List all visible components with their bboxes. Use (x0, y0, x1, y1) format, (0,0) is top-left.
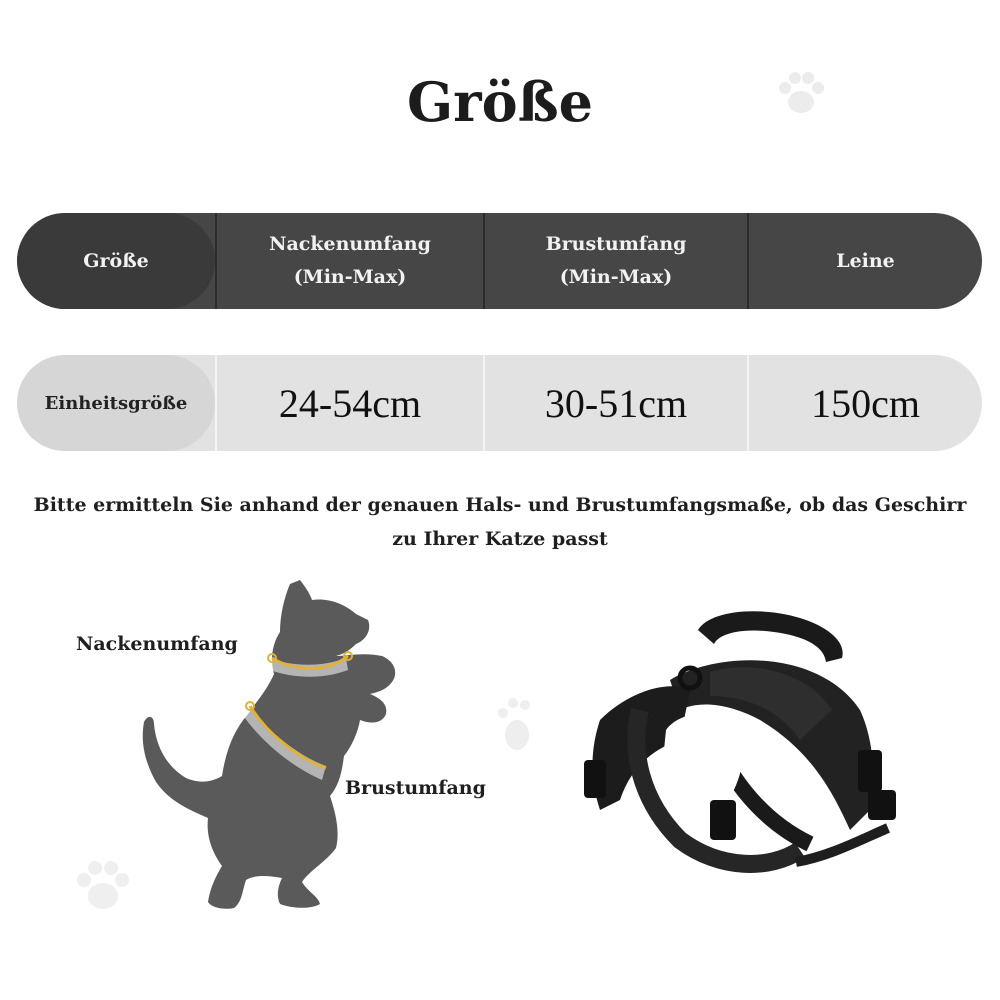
neck-label: Nackenumfang (76, 633, 238, 655)
value-size: Einheitsgröße (17, 355, 215, 451)
value-chest: 30-51cm (483, 355, 747, 451)
header-chest: Brustumfang (Min-Max) (483, 213, 747, 309)
harness-product (570, 600, 910, 890)
value-neck: 24-54cm (215, 355, 483, 451)
page-title: Größe (407, 70, 593, 134)
size-table-row (17, 355, 982, 451)
chest-label: Brustumfang (345, 777, 486, 799)
value-leash: 150cm (747, 355, 982, 451)
paw-icon (495, 695, 535, 760)
measurement-note: Bitte ermitteln Sie anhand der genauen Hals- und Brustumfangsmaße, ob das Geschirr zu Ihrer Katze passt (33, 494, 967, 550)
header-size: Größe (17, 213, 215, 309)
header-neck: Nackenumfang (Min-Max) (215, 213, 483, 309)
cat-silhouette (130, 570, 410, 915)
paw-icon (72, 858, 134, 916)
paw-icon (775, 70, 827, 118)
size-table-header (17, 213, 982, 309)
header-leash: Leine (747, 213, 982, 309)
